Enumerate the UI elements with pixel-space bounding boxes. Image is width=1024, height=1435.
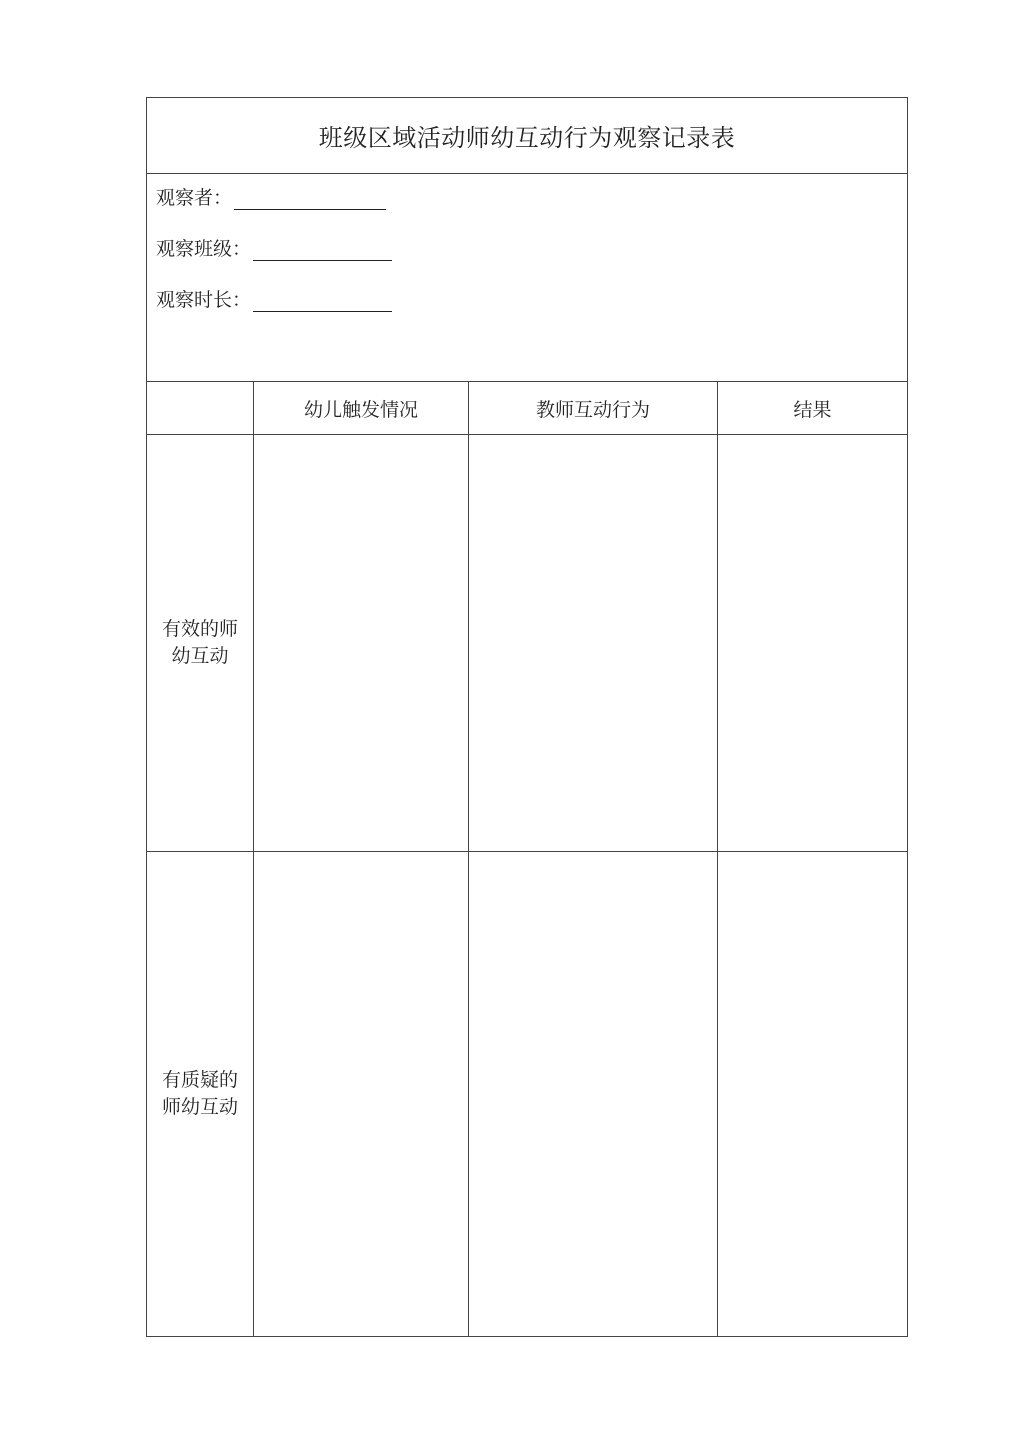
observer-blank[interactable] xyxy=(234,187,386,210)
header-child-trigger: 幼儿触发情况 xyxy=(303,398,418,421)
observer-label: 观察者： xyxy=(156,187,233,209)
header-corner xyxy=(147,382,253,434)
class-label: 观察班级： xyxy=(156,238,252,260)
row-label-text: 有效的师幼互动 xyxy=(161,618,238,667)
cell-questionable-child-trigger[interactable] xyxy=(254,852,468,1336)
row-label-text: 有质疑的师幼互动 xyxy=(161,1069,238,1118)
cell-questionable-result[interactable] xyxy=(718,852,907,1336)
row-label-effective xyxy=(147,435,253,851)
observation-form xyxy=(146,97,908,1337)
info-block xyxy=(147,174,907,382)
form-title: 班级区域活动师幼互动行为观察记录表 xyxy=(318,124,736,152)
duration-field xyxy=(156,285,392,312)
duration-blank[interactable] xyxy=(253,289,392,312)
observer-field xyxy=(156,183,386,210)
class-field xyxy=(156,234,392,261)
cell-effective-result[interactable] xyxy=(718,435,907,851)
header-result: 结果 xyxy=(793,398,832,421)
cell-questionable-teacher-behavior[interactable] xyxy=(469,852,717,1336)
row-label-questionable xyxy=(147,852,253,1336)
title-row xyxy=(147,98,907,174)
class-blank[interactable] xyxy=(253,238,392,261)
cell-effective-teacher-behavior[interactable] xyxy=(469,435,717,851)
duration-label: 观察时长： xyxy=(156,289,252,311)
cell-effective-child-trigger[interactable] xyxy=(254,435,468,851)
header-teacher-behavior: 教师互动行为 xyxy=(535,398,650,421)
record-table xyxy=(147,382,907,1336)
